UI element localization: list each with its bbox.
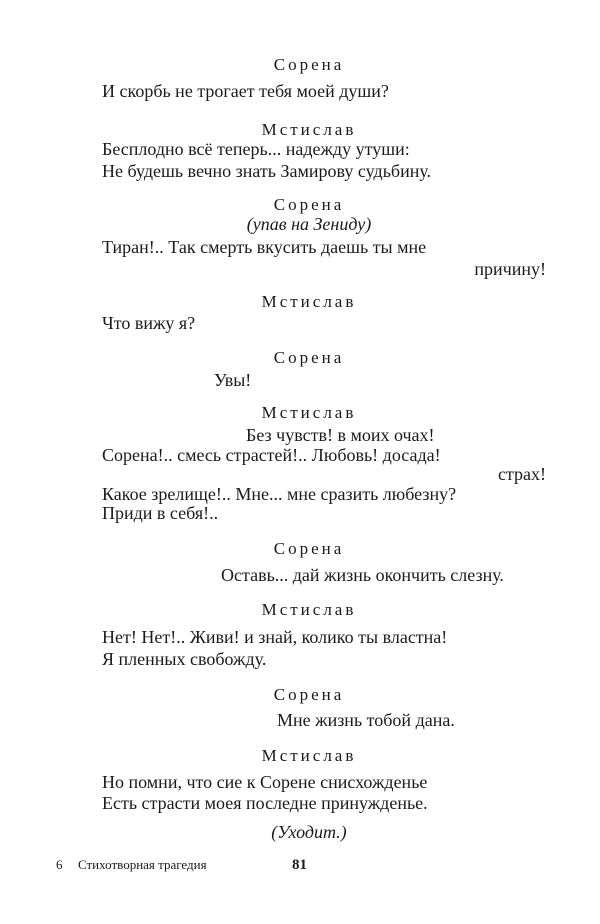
verse-line: Бесплодно всё теперь... надежду утуши: <box>102 139 410 159</box>
stage-direction: (упав на Зениду) <box>246 214 372 234</box>
speaker-name: Сорена <box>273 195 345 214</box>
verse-line: Я пленных свобожду. <box>102 649 267 669</box>
speaker-name: Мстислав <box>261 120 357 139</box>
verse-line: Без чувств! в моих очах! <box>246 425 435 445</box>
stage-direction: (Уходит.) <box>271 822 347 842</box>
verse-line: Оставь... дай жизнь окончить слезну. <box>221 565 504 585</box>
verse-line: Не будешь вечно знать Замирову судьбину. <box>102 161 432 181</box>
verse-line: Есть страсти моея последне принужденье. <box>102 793 428 813</box>
speaker-name: Сорена <box>273 685 345 704</box>
speaker-name: Мстислав <box>261 600 357 619</box>
verse-line: Тиран!.. Так смерть вкусить даешь ты мне <box>102 237 427 257</box>
speaker-name: Сорена <box>273 348 345 367</box>
speaker-name: Мстислав <box>261 746 357 765</box>
verse-line-continuation: страх! <box>497 464 546 484</box>
speaker-name: Сорена <box>273 55 345 74</box>
verse-line: Мне жизнь тобой дана. <box>277 710 455 730</box>
page-number: 81 <box>292 857 307 873</box>
signature-mark: 6 <box>56 857 63 872</box>
speaker-name: Мстислав <box>261 292 357 311</box>
verse-line: Нет! Нет!.. Живи! и знай, колико ты властна! <box>102 627 448 647</box>
verse-line: Увы! <box>214 370 252 390</box>
verse-line: Но помни, что сие к Сорене снисхожденье <box>102 772 428 792</box>
verse-line: Какое зрелище!.. Мне... мне сразить любезну? <box>102 484 457 504</box>
book-title: Стихотворная трагедия <box>78 857 207 872</box>
speaker-name: Сорена <box>273 539 345 558</box>
verse-line-continuation: причину! <box>474 259 546 279</box>
verse-line: Сорена!.. смесь страстей!.. Любовь! досада! <box>102 445 441 465</box>
speaker-name: Мстислав <box>261 403 357 422</box>
verse-line: Приди в себя!.. <box>102 503 219 523</box>
verse-line: Что вижу я? <box>102 313 196 333</box>
verse-line: И скорбь не трогает тебя моей души? <box>102 81 389 101</box>
